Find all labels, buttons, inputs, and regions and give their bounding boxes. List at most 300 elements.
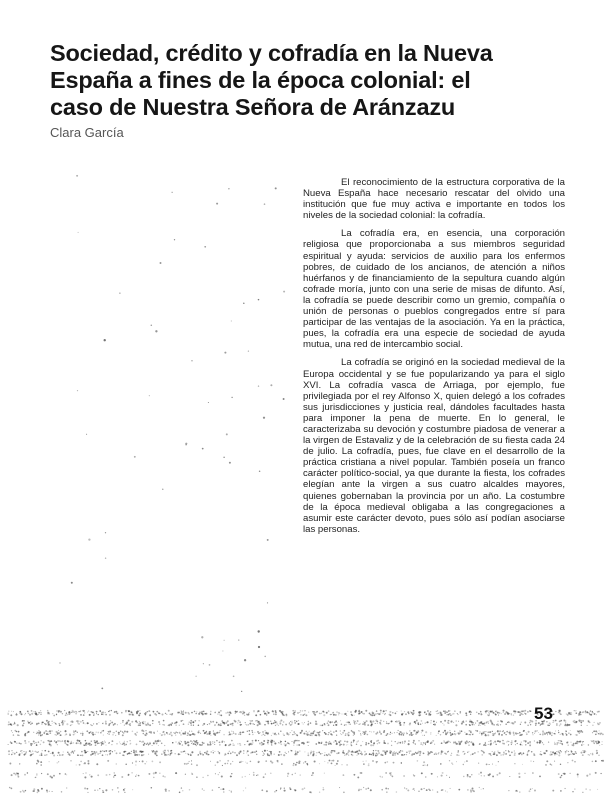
scan-speck xyxy=(51,720,53,722)
scan-speck xyxy=(351,745,353,747)
title-line-3: caso de Nuestra Señora de Aránzazu xyxy=(50,94,456,120)
scan-speck xyxy=(293,742,295,744)
scan-speck xyxy=(73,734,75,736)
scan-speck xyxy=(231,773,232,774)
scan-speck xyxy=(193,722,195,724)
scan-speck xyxy=(49,791,50,792)
scan-speck xyxy=(365,710,367,712)
scan-speck xyxy=(468,751,469,752)
scan-speck xyxy=(536,742,538,744)
scan-speck xyxy=(415,752,416,753)
scan-speck xyxy=(203,663,204,664)
scan-speck xyxy=(76,764,77,765)
scan-speck xyxy=(179,732,181,734)
scan-speck xyxy=(187,735,188,736)
scan-speck xyxy=(17,773,19,775)
scan-speck xyxy=(302,742,304,744)
scan-speck xyxy=(419,711,420,712)
scan-speck xyxy=(295,733,296,734)
scan-speck xyxy=(204,733,206,735)
scan-speck xyxy=(336,742,337,743)
scan-speck xyxy=(523,740,525,742)
scan-speck xyxy=(422,735,423,736)
scan-speck xyxy=(73,731,75,733)
scan-speck xyxy=(242,761,243,762)
scan-speck xyxy=(293,714,295,716)
scan-speck xyxy=(117,713,119,715)
scan-speck xyxy=(58,730,59,731)
scan-speck xyxy=(88,743,90,745)
scan-speck xyxy=(560,764,561,765)
scan-speck xyxy=(425,744,426,745)
scan-speck xyxy=(277,761,278,762)
scan-speck xyxy=(156,750,158,752)
scan-speck xyxy=(136,744,138,746)
scan-speck xyxy=(227,724,229,726)
scan-speck xyxy=(595,760,597,762)
scan-speck xyxy=(307,724,309,726)
scan-speck xyxy=(16,772,17,773)
scan-speck xyxy=(473,753,474,754)
scan-speck xyxy=(168,725,169,726)
scan-speck xyxy=(343,750,345,752)
scan-speck xyxy=(167,750,168,751)
scan-speck xyxy=(547,725,548,726)
scan-speck xyxy=(384,730,386,732)
scan-speck xyxy=(111,710,112,711)
scan-speck xyxy=(283,721,285,723)
scan-speck xyxy=(126,744,127,745)
scan-speck xyxy=(496,724,498,726)
scan-speck xyxy=(153,777,155,779)
scan-speck xyxy=(97,774,99,776)
scan-speck xyxy=(41,723,42,724)
scan-speck xyxy=(552,751,554,753)
scan-speck xyxy=(579,741,581,743)
scan-speck xyxy=(543,732,544,733)
scan-speck xyxy=(561,751,562,752)
scan-speck xyxy=(364,733,365,734)
scan-speck xyxy=(559,711,561,713)
scan-speck xyxy=(93,715,94,716)
scan-speck xyxy=(279,751,281,753)
scan-speck xyxy=(375,714,376,715)
scan-speck xyxy=(369,753,371,755)
scan-speck xyxy=(395,754,396,755)
scan-speck xyxy=(402,741,404,743)
scan-speck xyxy=(267,740,269,742)
scan-speck xyxy=(391,720,393,722)
scan-speck xyxy=(514,752,516,754)
scan-speck xyxy=(338,714,339,715)
scan-speck xyxy=(18,776,20,778)
scan-speck xyxy=(576,734,578,736)
scan-speck xyxy=(470,754,471,755)
scan-speck xyxy=(301,730,303,732)
scan-speck xyxy=(97,789,98,790)
scan-speck xyxy=(358,724,359,725)
scan-speck xyxy=(235,733,237,735)
scan-speck xyxy=(29,750,31,752)
scan-speck xyxy=(368,743,370,745)
scan-speck xyxy=(498,761,499,762)
scan-speck xyxy=(397,732,398,733)
scan-speck xyxy=(250,761,252,763)
scan-speck xyxy=(600,773,601,774)
scan-speck xyxy=(413,775,415,777)
scan-speck xyxy=(487,714,488,715)
scan-speck xyxy=(532,772,534,774)
scan-speck xyxy=(31,710,33,712)
scan-speck xyxy=(151,750,152,751)
scan-speck xyxy=(278,754,280,756)
scan-speck xyxy=(597,711,599,713)
scan-speck xyxy=(594,743,595,744)
scan-speck xyxy=(385,713,386,714)
scan-speck xyxy=(267,732,269,734)
scan-speck xyxy=(485,742,486,743)
scan-speck xyxy=(132,789,133,790)
scan-speck xyxy=(217,761,219,763)
scan-speck xyxy=(401,733,402,734)
scan-speck xyxy=(421,772,423,774)
scan-speck xyxy=(602,741,603,742)
scan-speck xyxy=(420,753,421,754)
scan-speck xyxy=(31,743,33,745)
scan-speck xyxy=(506,753,508,755)
scan-speck xyxy=(586,789,587,790)
scan-speck xyxy=(18,735,19,736)
scan-speck xyxy=(288,743,289,744)
scan-speck xyxy=(494,751,495,752)
scan-speck xyxy=(243,750,244,751)
scan-speck xyxy=(238,734,239,735)
scan-speck xyxy=(290,721,291,722)
scan-speck xyxy=(268,744,269,745)
scan-speck xyxy=(195,676,196,677)
scan-speck xyxy=(505,723,507,725)
scan-speck xyxy=(300,732,302,734)
scan-speck xyxy=(85,740,87,742)
scan-speck xyxy=(440,721,442,723)
scan-speck xyxy=(77,722,78,723)
scan-speck xyxy=(383,721,384,722)
scan-speck xyxy=(17,724,19,726)
scan-speck xyxy=(193,725,194,726)
scan-speck xyxy=(367,787,369,789)
scan-speck xyxy=(423,752,425,754)
scan-speck xyxy=(96,711,98,713)
scan-speck xyxy=(599,722,600,723)
scan-speck xyxy=(138,775,140,777)
scan-speck xyxy=(79,764,81,766)
scan-speck xyxy=(122,720,124,722)
scan-speck xyxy=(144,743,146,745)
scan-speck xyxy=(98,722,99,723)
scan-speck xyxy=(286,733,288,735)
scan-speck xyxy=(589,714,590,715)
scan-speck xyxy=(231,731,232,732)
scan-speck xyxy=(126,723,128,725)
scan-speck xyxy=(170,750,172,752)
scan-speck xyxy=(324,755,326,757)
scan-speck xyxy=(36,773,37,774)
scan-speck xyxy=(581,725,582,726)
scan-speck xyxy=(240,744,242,746)
scan-speck xyxy=(455,724,457,726)
scan-speck xyxy=(86,730,88,732)
scan-speck xyxy=(424,788,425,789)
scan-speck xyxy=(180,734,181,735)
scan-speck xyxy=(599,745,600,746)
scan-speck xyxy=(349,724,350,725)
scan-speck xyxy=(37,752,38,753)
scan-speck xyxy=(233,732,235,734)
scan-speck xyxy=(135,734,137,736)
scan-speck xyxy=(168,751,169,752)
scan-speck xyxy=(296,740,298,742)
scan-speck xyxy=(78,755,79,756)
scan-speck xyxy=(490,743,492,745)
scan-speck xyxy=(427,765,429,767)
scan-speck xyxy=(263,734,264,735)
scan-speck xyxy=(94,734,95,735)
scan-speck xyxy=(291,721,292,722)
scan-speck xyxy=(75,730,77,732)
scan-speck xyxy=(69,754,71,756)
scan-speck xyxy=(353,740,355,742)
scan-speck xyxy=(70,743,72,745)
scan-speck xyxy=(59,773,61,775)
scan-speck xyxy=(271,742,273,744)
scan-speck xyxy=(390,732,391,733)
scan-speck xyxy=(425,731,427,733)
scan-speck xyxy=(488,712,489,713)
scan-speck xyxy=(227,760,229,762)
scan-speck xyxy=(28,741,29,742)
scan-speck xyxy=(466,740,468,742)
scan-speck xyxy=(52,752,54,754)
scan-speck xyxy=(289,723,290,724)
scan-speck xyxy=(168,754,170,756)
scan-speck xyxy=(129,711,130,712)
scan-speck xyxy=(258,740,259,741)
scan-speck xyxy=(54,740,56,742)
scan-speck xyxy=(490,721,492,723)
scan-speck xyxy=(214,734,216,736)
scan-speck xyxy=(60,731,62,733)
scan-speck xyxy=(16,714,18,716)
scan-speck xyxy=(553,713,555,715)
scan-speck xyxy=(58,723,59,724)
scan-speck xyxy=(190,740,192,742)
scan-speck xyxy=(253,774,255,776)
scan-speck xyxy=(249,733,251,735)
scan-speck xyxy=(175,741,176,742)
scan-speck xyxy=(171,722,173,724)
scan-speck xyxy=(377,713,378,714)
scan-speck xyxy=(260,723,261,724)
scan-speck xyxy=(267,721,269,723)
scan-speck xyxy=(573,721,574,722)
scan-speck xyxy=(310,734,312,736)
scan-speck xyxy=(542,742,543,743)
scan-speck xyxy=(210,761,211,762)
scan-speck xyxy=(463,751,464,752)
scan-speck xyxy=(8,724,10,726)
scan-speck xyxy=(92,712,94,714)
scan-speck xyxy=(266,711,268,713)
scan-speck xyxy=(93,751,95,753)
scan-speck xyxy=(556,723,558,725)
scan-speck xyxy=(261,735,262,736)
scan-speck xyxy=(294,740,295,741)
scan-speck xyxy=(444,712,446,714)
scan-speck xyxy=(347,733,349,735)
scan-speck xyxy=(224,640,225,641)
scan-speck xyxy=(514,763,515,764)
scan-speck xyxy=(328,720,330,722)
scan-speck xyxy=(142,722,143,723)
scan-speck xyxy=(240,761,242,763)
scan-speck xyxy=(139,710,140,711)
scan-speck xyxy=(458,714,459,715)
scan-speck xyxy=(327,722,329,724)
scan-speck xyxy=(464,753,466,755)
scan-speck xyxy=(267,602,268,603)
scan-speck xyxy=(264,724,266,726)
scan-speck xyxy=(259,743,261,745)
scan-speck xyxy=(145,721,146,722)
scan-speck xyxy=(572,760,574,762)
scan-speck xyxy=(490,755,491,756)
scan-speck xyxy=(410,732,412,734)
scan-speck xyxy=(578,741,579,742)
scan-speck xyxy=(560,776,562,778)
scan-speck xyxy=(494,733,496,735)
scan-speck xyxy=(499,772,501,774)
scan-speck xyxy=(413,740,415,742)
scan-speck xyxy=(230,763,231,764)
scan-speck xyxy=(77,740,79,742)
scan-speck xyxy=(530,720,532,722)
scan-speck xyxy=(105,558,106,559)
scan-speck xyxy=(206,750,208,752)
scan-speck xyxy=(474,752,475,753)
scan-speck xyxy=(64,710,65,711)
scan-speck xyxy=(328,710,330,712)
scan-speck xyxy=(42,722,43,723)
scan-speck xyxy=(581,744,583,746)
scan-speck xyxy=(243,303,245,305)
scan-speck xyxy=(64,720,66,722)
scan-speck xyxy=(506,731,508,733)
scan-speck xyxy=(408,751,409,752)
scan-speck xyxy=(413,734,414,735)
scan-speck xyxy=(426,789,428,791)
scan-speck xyxy=(362,731,363,732)
scan-speck xyxy=(556,754,557,755)
scan-speck xyxy=(78,711,79,712)
scan-speck xyxy=(252,734,253,735)
scan-speck xyxy=(124,792,125,793)
scan-speck xyxy=(233,743,234,744)
scan-speck xyxy=(499,730,501,732)
scan-speck xyxy=(166,732,168,734)
scan-speck xyxy=(353,720,354,721)
scan-speck xyxy=(545,764,547,766)
scan-speck xyxy=(210,735,211,736)
scan-speck xyxy=(181,741,182,742)
scan-speck xyxy=(271,723,273,725)
scan-speck xyxy=(421,788,423,790)
scan-speck xyxy=(573,753,575,755)
scan-speck xyxy=(117,787,119,789)
scan-speck xyxy=(313,731,314,732)
scan-speck xyxy=(34,711,36,713)
scan-speck xyxy=(587,712,588,713)
scan-speck xyxy=(549,733,551,735)
scan-speck xyxy=(344,713,346,715)
scan-speck xyxy=(570,712,572,714)
scan-speck xyxy=(20,751,21,752)
scan-speck xyxy=(596,714,597,715)
scan-speck xyxy=(450,732,452,734)
scan-speck xyxy=(160,262,162,264)
scan-speck xyxy=(425,722,426,723)
scan-speck xyxy=(359,710,360,711)
scan-speck xyxy=(44,750,45,751)
scan-speck xyxy=(445,732,447,734)
scan-speck xyxy=(123,732,124,733)
scan-speck xyxy=(500,724,501,725)
scan-speck xyxy=(116,752,118,754)
scan-speck xyxy=(479,743,480,744)
scan-speck xyxy=(581,731,583,733)
scan-speck xyxy=(520,724,521,725)
scan-speck xyxy=(567,744,569,746)
scan-speck xyxy=(102,713,104,715)
scan-speck xyxy=(574,722,575,723)
scan-speck xyxy=(346,724,347,725)
scan-speck xyxy=(86,742,88,744)
scan-speck xyxy=(97,732,99,734)
scan-speck xyxy=(8,713,9,714)
scan-speck xyxy=(191,760,192,761)
scan-speck xyxy=(365,744,367,746)
scan-speck xyxy=(190,753,191,754)
scan-speck xyxy=(23,751,24,752)
scan-speck xyxy=(503,710,505,712)
scan-speck xyxy=(36,723,38,725)
scan-speck xyxy=(238,720,240,722)
scan-speck xyxy=(492,751,493,752)
scan-speck xyxy=(203,711,204,712)
scan-speck xyxy=(66,787,67,788)
scan-speck xyxy=(191,360,192,361)
scan-speck xyxy=(162,714,164,716)
scan-speck xyxy=(328,753,330,755)
scan-speck xyxy=(71,582,73,584)
scan-speck xyxy=(160,733,161,734)
scan-speck xyxy=(25,742,27,744)
scan-speck xyxy=(252,740,254,742)
scan-speck xyxy=(39,755,40,756)
scan-speck xyxy=(270,739,272,741)
scan-speck xyxy=(331,750,332,751)
scan-speck xyxy=(441,789,443,791)
scan-speck xyxy=(341,734,342,735)
